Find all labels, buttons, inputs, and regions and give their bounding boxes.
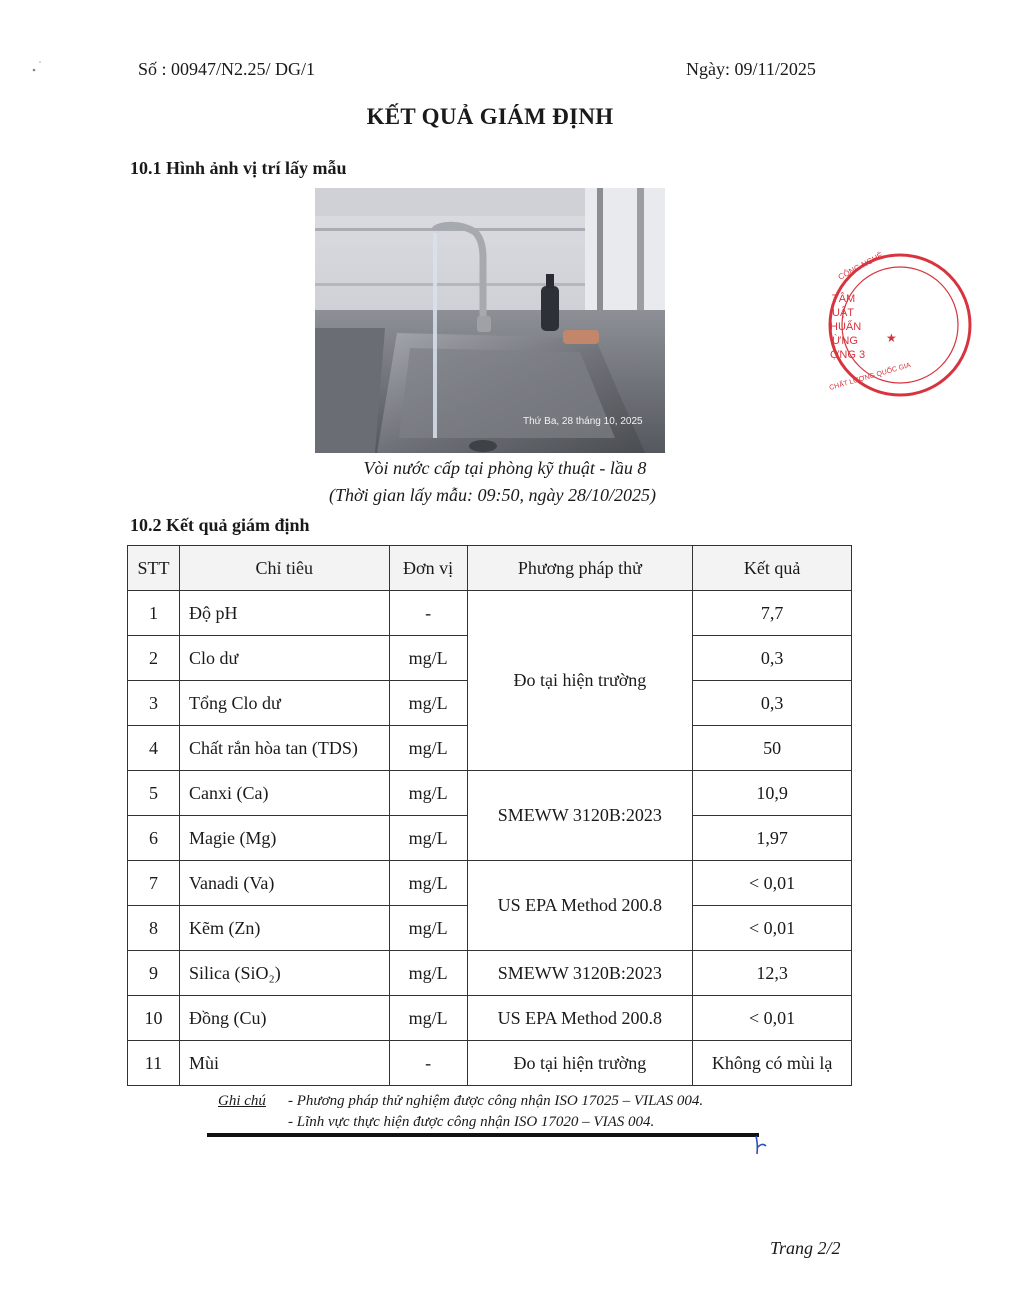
- svg-text:ỢNG 3: ỢNG 3: [830, 349, 866, 361]
- cell-parameter: Clo dư: [179, 636, 389, 681]
- cell-method-field: Đo tại hiện trường: [467, 591, 693, 771]
- results-table: [127, 545, 852, 1086]
- cell-result: < 0,01: [693, 906, 852, 951]
- table-header-row: [128, 546, 852, 591]
- document-date: Ngày: 09/11/2025: [686, 59, 816, 79]
- table-row: [128, 951, 852, 996]
- photo-caption: Vòi nước cấp tại phòng kỹ thuật - lầu 8: [363, 458, 647, 478]
- section-heading-results: 10.2 Kết quả giám định: [130, 515, 310, 535]
- cell-unit: -: [389, 591, 467, 636]
- cell-parameter: Vanadi (Va): [179, 861, 389, 906]
- sampling-location-photo: [315, 188, 665, 453]
- cell-result: 50: [693, 726, 852, 771]
- cell-result: < 0,01: [693, 861, 852, 906]
- table-row: [128, 996, 852, 1041]
- column-header-unit: Đơn vị: [389, 546, 467, 591]
- cell-stt: 9: [128, 951, 180, 996]
- pen-mark-icon: [752, 1134, 770, 1156]
- cell-stt: 6: [128, 816, 180, 861]
- svg-text:★: ★: [886, 331, 897, 345]
- column-header-stt: STT: [128, 546, 180, 591]
- svg-text:ỪNG: ỪNG: [832, 335, 858, 347]
- table-row: [128, 591, 852, 636]
- cell-result: 10,9: [693, 771, 852, 816]
- page-title: KẾT QUẢ GIÁM ĐỊNH: [366, 104, 614, 129]
- cell-parameter: Kẽm (Zn): [179, 906, 389, 951]
- cell-stt: 11: [128, 1041, 180, 1086]
- cell-unit: mg/L: [389, 636, 467, 681]
- cell-stt: 4: [128, 726, 180, 771]
- section-heading-sampling-photo: 10.1 Hình ảnh vị trí lấy mẫu: [130, 158, 347, 178]
- cell-parameter: Magie (Mg): [179, 816, 389, 861]
- photo-timestamp: Thứ Ba, 28 tháng 10, 2025: [523, 416, 643, 427]
- column-header-parameter: Chỉ tiêu: [179, 546, 389, 591]
- cell-unit: mg/L: [389, 996, 467, 1041]
- cell-method: Đo tại hiện trường: [467, 1041, 693, 1086]
- column-header-result: Kết quả: [693, 546, 852, 591]
- cell-parameter: Silica (SiO₂): [179, 951, 389, 996]
- cell-unit: mg/L: [389, 816, 467, 861]
- cell-parameter: Tổng Clo dư: [179, 681, 389, 726]
- svg-text:CÔNG NGHỆ: CÔNG NGHỆ: [836, 250, 885, 282]
- cell-stt: 7: [128, 861, 180, 906]
- cell-result: Không có mùi lạ: [693, 1041, 852, 1086]
- scan-artifact-mark: [24, 58, 48, 82]
- cell-parameter: Độ pH: [179, 591, 389, 636]
- cell-unit: mg/L: [389, 906, 467, 951]
- svg-text:HUẨN: HUẨN: [830, 321, 862, 333]
- svg-text:CHẤT LƯỢNG QUỐC GIA: CHẤT LƯỢNG QUỐC GIA: [828, 361, 912, 392]
- cell-stt: 3: [128, 681, 180, 726]
- page-number: Trang 2/2: [770, 1238, 841, 1258]
- cell-method-epa: US EPA Method 200.8: [467, 861, 693, 951]
- column-header-method: Phương pháp thử: [467, 546, 693, 591]
- cell-result: 7,7: [693, 591, 852, 636]
- cell-unit: mg/L: [389, 681, 467, 726]
- cell-method: US EPA Method 200.8: [467, 996, 693, 1041]
- svg-text:UẬT: UẬT: [832, 307, 854, 319]
- official-seal-stamp: [822, 250, 912, 405]
- table-row: [128, 1041, 852, 1086]
- table-row: [128, 861, 852, 906]
- divider-line: [207, 1133, 759, 1137]
- cell-unit: mg/L: [389, 951, 467, 996]
- cell-stt: 1: [128, 591, 180, 636]
- notes: [218, 1091, 703, 1133]
- cell-method: SMEWW 3120B:2023: [467, 951, 693, 996]
- document-number: Số : 00947/N2.25/ DG/1: [138, 59, 316, 79]
- sampling-time-caption: (Thời gian lấy mẫu: 09:50, ngày 28/10/2025): [328, 485, 657, 505]
- cell-result: 0,3: [693, 681, 852, 726]
- cell-method-smeww: SMEWW 3120B:2023: [467, 771, 693, 861]
- cell-parameter: Đồng (Cu): [179, 996, 389, 1041]
- note-line-1: - Phương pháp thử nghiệm được công nhận ISO 17025 – VILAS 004.: [288, 1093, 704, 1109]
- svg-text:TÂM: TÂM: [832, 293, 856, 305]
- cell-stt: 10: [128, 996, 180, 1041]
- cell-unit: mg/L: [389, 771, 467, 816]
- cell-unit: mg/L: [389, 726, 467, 771]
- cell-parameter: Mùi: [179, 1041, 389, 1086]
- cell-stt: 5: [128, 771, 180, 816]
- cell-result: 0,3: [693, 636, 852, 681]
- cell-stt: 8: [128, 906, 180, 951]
- cell-unit: mg/L: [389, 861, 467, 906]
- table-row: [128, 771, 852, 816]
- note-line-2: - Lĩnh vực thực hiện được công nhận ISO 17020 – VIAS 004.: [288, 1114, 655, 1130]
- cell-result: 12,3: [693, 951, 852, 996]
- notes-label: Ghi chú: [218, 1093, 266, 1109]
- cell-result: 1,97: [693, 816, 852, 861]
- cell-unit: -: [389, 1041, 467, 1086]
- cell-result: < 0,01: [693, 996, 852, 1041]
- cell-parameter: Canxi (Ca): [179, 771, 389, 816]
- cell-parameter: Chất rắn hòa tan (TDS): [179, 726, 389, 771]
- cell-stt: 2: [128, 636, 180, 681]
